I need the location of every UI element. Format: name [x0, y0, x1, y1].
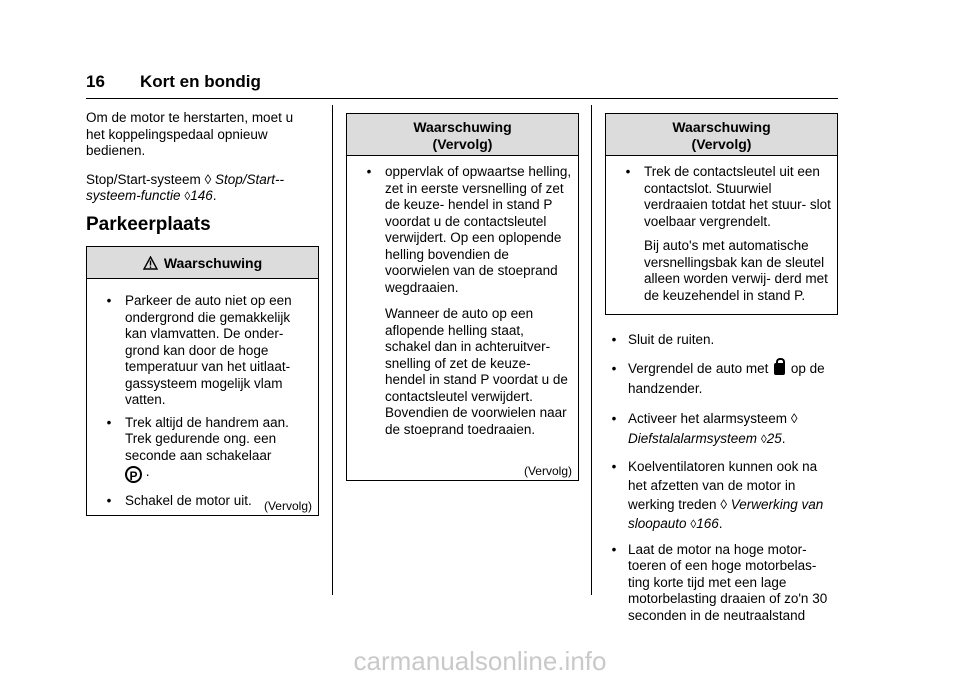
p-suffix: .: [145, 464, 150, 479]
warning-title: Waarschuwing: [163, 255, 263, 271]
column-3-list: [606, 332, 838, 624]
list-item: [606, 542, 838, 625]
column-divider-right: [591, 105, 592, 595]
bullet-dot: •: [611, 410, 617, 426]
xref-arrow-icon: ◊: [204, 171, 212, 187]
xref-link[interactable]: Verwerking van sloopauto: [628, 496, 824, 531]
warning-box-continued-2: [346, 113, 579, 481]
header-rule: [86, 98, 838, 99]
page-number: 16: [86, 72, 105, 91]
list-item: [606, 409, 838, 449]
page-arrow-icon: ◊: [184, 189, 191, 203]
warning-header: [347, 114, 578, 156]
list-item: [606, 359, 838, 399]
bullet-text: Laat de motor na hoge motor- toeren of een hoge motorbelas- ting korte tijd met een lage motorbelasting draaien of zo'n 30 seconden in de neutraalstand: [628, 541, 828, 623]
warning-paragraph: Bij auto's met automatische versnellingsbak kan de sleutel alleen worden verwij- derd met de keuzehendel in stand P.: [644, 238, 828, 303]
intro-text: Om de motor te herstarten, moet u het koppelingspedaal opnieuw bedienen.: [86, 110, 294, 158]
xref-end: .: [781, 430, 786, 446]
bullet-dot: •: [611, 541, 617, 557]
bullet-dot: •: [611, 360, 617, 376]
bullet-dot: •: [625, 164, 631, 179]
xref-page[interactable]: 146: [190, 188, 213, 203]
bullet-text: Trek de contactsleutel uit een contactslot. Stuurwiel verdraaien totdat het stuur- slot voelbaar vergrendelt.: [644, 164, 831, 229]
bullet-dot: •: [106, 293, 112, 308]
bullet-text: Activeer het alarmsysteem: [628, 410, 788, 426]
list-item: [99, 293, 310, 409]
column-1: [86, 110, 318, 205]
warning-subtitle: (Vervolg): [432, 136, 493, 152]
bullet-text: op de handzender.: [628, 360, 825, 396]
bullet-text: Sluit de ruiten.: [628, 332, 715, 347]
xref-page[interactable]: 25: [766, 430, 782, 446]
stop-start-reference: [86, 172, 318, 205]
warning-subtitle: (Vervolg): [691, 136, 752, 152]
warning-triangle-icon: [143, 256, 158, 270]
warning-title: Waarschuwing: [672, 119, 771, 135]
page-title: Kort en bondig: [140, 72, 261, 91]
xref-link[interactable]: Diefstalalarmsysteem: [628, 430, 758, 446]
bullet-text: Trek altijd de handrem aan. Trek gedurende ong. een seconde aan schakelaar: [125, 414, 289, 463]
warning-paragraph: Wanneer de auto op een aflopende helling staat, schakel dan in achteruitver- snelling of zet de keuze- hendel in stand P voordat u de contactsleutel verwijdert. Bovendien de voorwielen naar de stoeprand toedraaien.: [385, 306, 568, 437]
bullet-text: Schakel de motor uit.: [125, 493, 252, 508]
list-item: [359, 164, 572, 296]
page-arrow-icon: ◊: [760, 431, 767, 446]
warning-title: Waarschuwing: [413, 119, 512, 135]
page-arrow-icon: ◊: [690, 516, 697, 531]
bullet-text: Koelventilatoren kunnen ook na het afzetten van de motor in werking treden: [628, 458, 818, 512]
list-item: [99, 415, 310, 484]
column-divider-left: [332, 105, 333, 595]
list-item: [606, 457, 838, 534]
parking-brake-icon: P: [125, 466, 142, 483]
xref-end: .: [718, 515, 723, 531]
bullet-text: oppervlak of opwaartse helling, zet in eerste versnelling of zet de keuze- hendel in stand P voordat u de contactsleutel verwijdert. Op een oplopende helling bovendien de voorwielen van de stoeprand wegdraaien.: [385, 164, 572, 295]
bullet-text: Vergrendel de auto met: [628, 360, 769, 376]
warning-box-parking: [86, 246, 319, 516]
bullet-dot: •: [106, 493, 112, 508]
bullet-dot: •: [611, 458, 617, 474]
bullet-dot: •: [611, 332, 617, 347]
warning-box-continued-3: [605, 113, 838, 315]
bullet-dot: •: [366, 164, 372, 179]
continued-label: (Vervolg): [263, 499, 312, 513]
watermark: carmanualsonline.info: [353, 646, 607, 676]
bullet-dot: •: [106, 414, 112, 430]
xref-link[interactable]: Stop/Start-- systeem-functie: [86, 171, 285, 203]
list-item: [606, 332, 838, 349]
xref-page[interactable]: 166: [696, 515, 719, 531]
xref-prefix: Stop/Start-systeem: [86, 171, 201, 187]
xref-arrow-icon: ◊: [720, 496, 727, 512]
continued-label: (Vervolg): [523, 464, 572, 478]
lock-icon: [774, 363, 785, 375]
xref-end: .: [212, 188, 217, 203]
list-item: [618, 164, 831, 230]
warning-header: [87, 247, 318, 279]
bullet-text: Parkeer de auto niet op een ondergrond die gemakkelijk kan vlamvatten. De onder- grond kan door de hoge temperatuur van het uitlaat- gassysteem mogelijk vlam vatten.: [125, 293, 292, 407]
xref-arrow-icon: ◊: [790, 410, 798, 426]
section-title: Parkeerplaats: [86, 214, 211, 235]
warning-header: [606, 114, 837, 156]
